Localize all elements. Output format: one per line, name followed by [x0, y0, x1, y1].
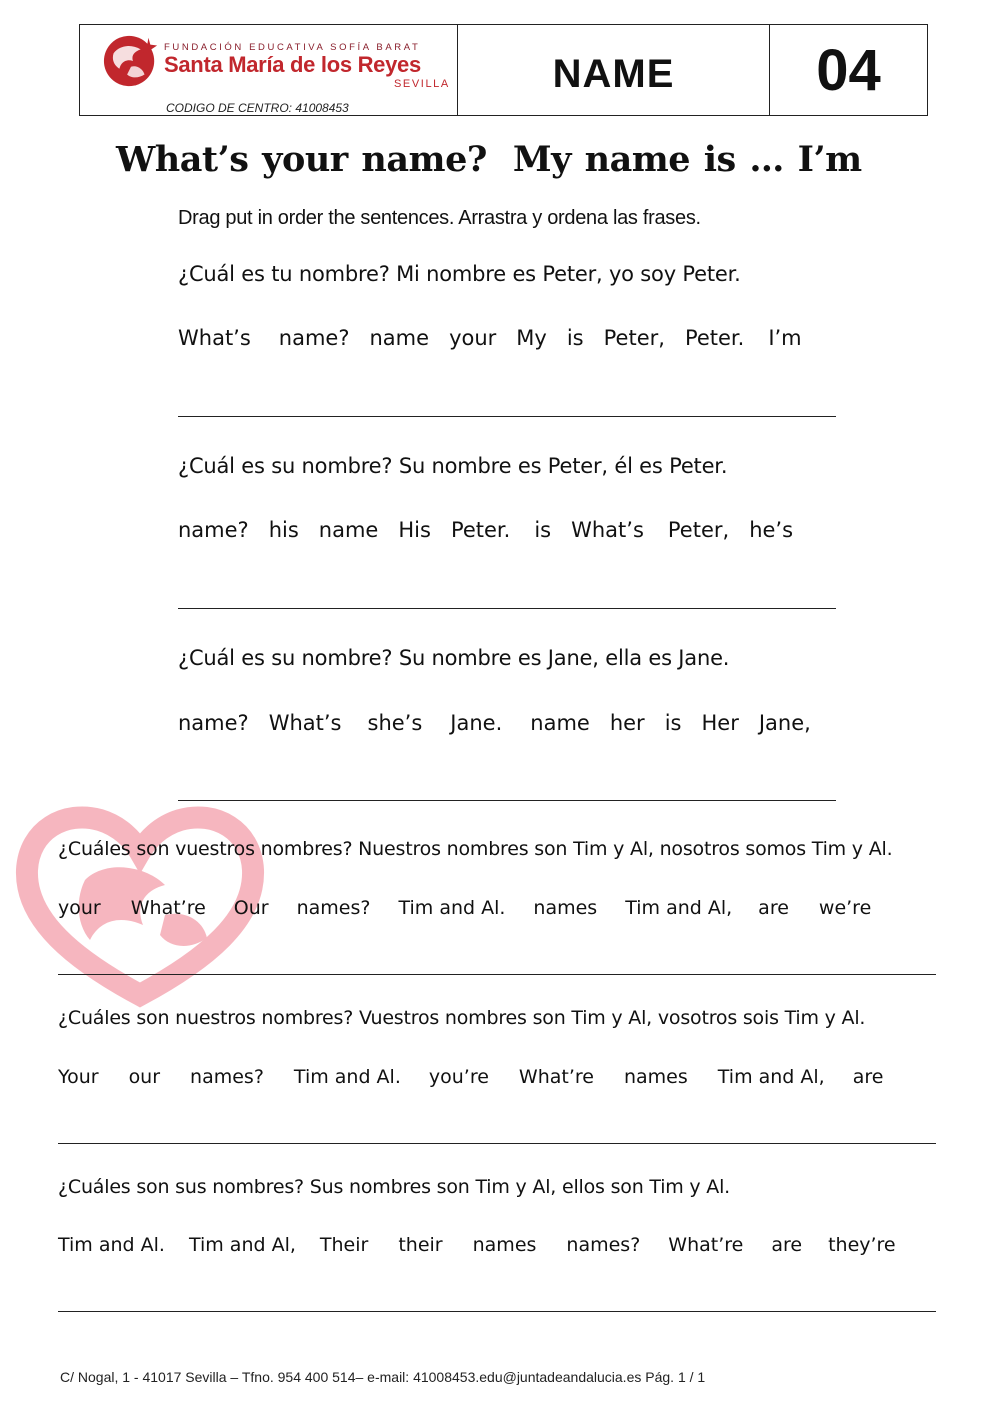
exercise-3-word-bank	[178, 711, 811, 735]
header-table	[79, 24, 928, 116]
school-city: SEVILLA	[394, 78, 450, 90]
word-tile[interactable]: Tim and Al.	[398, 897, 506, 919]
word-tile[interactable]: Tim and Al,	[717, 1066, 825, 1088]
page-footer: C/ Nogal, 1 - 41017 Sevilla – Tfno. 954 400 514– e-mail: 41008453.edu@juntadeandalucia.es Pág. 1 / 1	[60, 1369, 706, 1385]
word-tile[interactable]: are	[758, 897, 789, 919]
word-tile[interactable]: he’s	[749, 518, 794, 542]
number-cell	[770, 25, 927, 115]
word-tile[interactable]: Our	[233, 897, 269, 919]
instructions: Drag put in order the sentences. Arrastra y ordena las frases.	[178, 207, 701, 229]
word-tile[interactable]: Peter,	[603, 326, 665, 350]
school-emblem-icon	[102, 32, 160, 90]
word-tile[interactable]: Tim and Al.	[293, 1066, 401, 1088]
name-label: NAME	[552, 51, 675, 96]
exercise-2-spanish: ¿Cuál es su nombre? Su nombre es Peter, él es Peter.	[178, 454, 728, 478]
word-tile[interactable]: Tim and Al,	[625, 897, 733, 919]
word-tile[interactable]: Tim and Al,	[188, 1234, 296, 1256]
word-tile[interactable]: their	[398, 1234, 443, 1256]
word-tile[interactable]: she’s	[367, 711, 423, 735]
word-tile[interactable]: they’re	[828, 1234, 896, 1256]
word-tile[interactable]: are	[852, 1066, 884, 1088]
word-tile[interactable]: your	[58, 897, 101, 919]
word-tile[interactable]: His	[398, 518, 431, 542]
word-tile[interactable]: is	[566, 326, 584, 350]
answer-line-4[interactable]	[58, 974, 936, 975]
word-tile[interactable]: What’re	[130, 897, 206, 919]
word-tile[interactable]: is	[534, 518, 552, 542]
word-tile[interactable]: Peter.	[450, 518, 511, 542]
word-tile[interactable]: What’s	[571, 518, 644, 542]
word-tile[interactable]: you’re	[428, 1066, 489, 1088]
word-tile[interactable]: our	[128, 1066, 161, 1088]
word-tile[interactable]: names?	[296, 897, 371, 919]
center-code: CODIGO DE CENTRO: 41008453	[166, 101, 349, 115]
word-tile[interactable]: names	[472, 1234, 537, 1256]
answer-line-5[interactable]	[58, 1143, 936, 1144]
word-tile[interactable]: name?	[178, 518, 249, 542]
word-tile[interactable]: name?	[178, 711, 249, 735]
word-tile[interactable]: name?	[278, 326, 350, 350]
word-tile[interactable]: What’s	[268, 711, 342, 735]
word-tile[interactable]: What’re	[518, 1066, 594, 1088]
exercise-1-spanish: ¿Cuál es tu nombre? Mi nombre es Peter, yo soy Peter.	[178, 262, 741, 286]
word-tile[interactable]: name	[318, 518, 379, 542]
word-tile[interactable]: Her	[701, 711, 739, 735]
word-tile[interactable]: My	[516, 326, 547, 350]
word-tile[interactable]: names	[533, 897, 598, 919]
answer-line-1[interactable]	[178, 416, 836, 417]
exercise-6-word-bank	[58, 1234, 896, 1256]
word-tile[interactable]: I’m	[768, 326, 802, 350]
exercise-4-word-bank	[58, 897, 871, 919]
word-tile[interactable]: names?	[566, 1234, 641, 1256]
exercise-5-word-bank	[58, 1066, 883, 1088]
title-answer: My name is … I’m	[512, 139, 862, 180]
word-tile[interactable]: are	[771, 1234, 803, 1256]
name-cell	[458, 25, 770, 115]
word-tile[interactable]: name	[530, 711, 590, 735]
title-question: What’s your name?	[116, 139, 487, 180]
answer-line-2[interactable]	[178, 608, 836, 609]
exercise-1-word-bank	[178, 326, 802, 350]
word-tile[interactable]: Their	[319, 1234, 369, 1256]
school-logo-cell	[80, 25, 458, 115]
word-tile[interactable]: names?	[190, 1066, 264, 1088]
page-title	[116, 139, 916, 180]
word-tile[interactable]: his	[268, 518, 299, 542]
word-tile[interactable]: name	[369, 326, 430, 350]
word-tile[interactable]: Peter,	[667, 518, 730, 542]
worksheet-number: 04	[816, 37, 881, 103]
exercise-5-spanish: ¿Cuáles son nuestros nombres? Vuestros nombres son Tim y Al, vosotros sois Tim y Al.	[58, 1007, 866, 1029]
exercise-3-spanish: ¿Cuál es su nombre? Su nombre es Jane, ella es Jane.	[178, 646, 730, 670]
school-name: Santa María de los Reyes	[164, 52, 421, 77]
foundation-name: FUNDACIÓN EDUCATIVA SOFÍA BARAT	[164, 42, 421, 53]
answer-line-3[interactable]	[178, 800, 836, 801]
word-tile[interactable]: Jane.	[450, 711, 503, 735]
word-tile[interactable]: What’s	[178, 326, 251, 350]
word-tile[interactable]: Your	[58, 1066, 99, 1088]
word-tile[interactable]: names	[623, 1066, 688, 1088]
exercise-4-spanish: ¿Cuáles son vuestros nombres? Nuestros nombres son Tim y Al, nosotros somos Tim y Al.	[58, 838, 893, 860]
word-tile[interactable]: is	[664, 711, 682, 735]
word-tile[interactable]: Peter.	[684, 326, 745, 350]
exercise-6-spanish: ¿Cuáles son sus nombres? Sus nombres son Tim y Al, ellos son Tim y Al.	[58, 1176, 731, 1198]
word-tile[interactable]: we’re	[818, 897, 872, 919]
word-tile[interactable]: What’re	[668, 1234, 744, 1256]
answer-line-6[interactable]	[58, 1311, 936, 1312]
exercise-2-word-bank	[178, 518, 793, 542]
word-tile[interactable]: Jane,	[758, 711, 811, 735]
word-tile[interactable]: Tim and Al.	[58, 1234, 165, 1256]
word-tile[interactable]: your	[449, 326, 497, 350]
word-tile[interactable]: her	[609, 711, 645, 735]
